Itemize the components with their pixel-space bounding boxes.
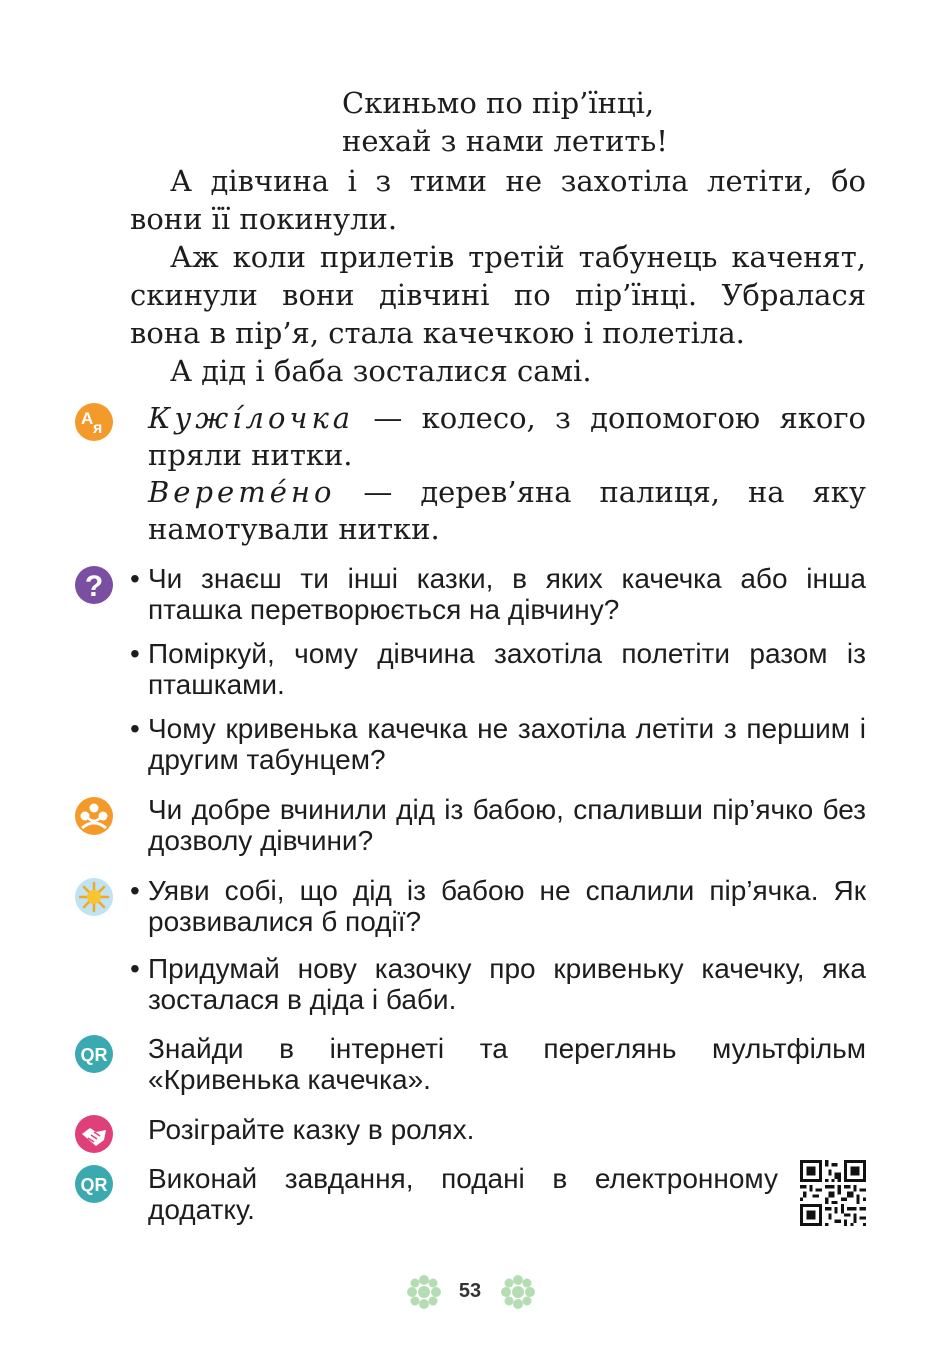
question-text-1: Чи знаєш ти інші казки, в яких качечка або інша пташка перетворюється на дівчину? xyxy=(148,563,866,625)
glossary-term-kuzhilochka: Кужі́лочка xyxy=(148,401,355,435)
roleplay-task: Розіграйте казку в ролях. xyxy=(148,1114,475,1145)
glossary-term-vereteno: Верете́но xyxy=(148,475,336,509)
handshake-icon xyxy=(74,1114,114,1154)
sun-idea-icon xyxy=(74,877,114,917)
decorative-flower-right-icon xyxy=(496,1272,540,1312)
svg-text:А: А xyxy=(81,409,94,428)
group-discussion-icon xyxy=(74,796,114,836)
qr-badge-icon xyxy=(74,1164,114,1204)
vocabulary-aya-icon xyxy=(74,402,114,442)
question-item-2: • Поміркуй, чому дівчина захотіла полетіти разом із пташками. xyxy=(130,638,866,700)
page-number: 53 xyxy=(458,1280,482,1302)
creative-text-2: Придумай нову казочку про кривеньку качечку, яка зосталася в діда і баби. xyxy=(148,953,866,1015)
question-icon xyxy=(74,565,114,605)
svg-text:я: я xyxy=(93,420,103,437)
glossary-entry-1 xyxy=(148,400,866,474)
poem-line-2: нехай з нами летить! xyxy=(342,124,668,158)
svg-text:?: ? xyxy=(84,570,104,603)
creative-text-1: Уяви собі, що дід із бабою не спалили пір’ячка. Як розвивалися б події? xyxy=(148,875,866,937)
qr-badge-icon xyxy=(74,1034,114,1074)
qr-task-cartoon: Знайди в інтернеті та переглянь мультфільм «Кривенька качечка». xyxy=(148,1033,866,1095)
page-footer xyxy=(0,1272,935,1312)
decorative-flower-left-icon xyxy=(402,1272,446,1312)
question-text-2: Поміркуй, чому дівчина захотіла полетіти разом із пташками. xyxy=(148,638,866,700)
creative-item-2: • Придумай нову казочку про кривеньку качечку, яка зосталася в діда і баби. xyxy=(130,953,866,1015)
poem-line-1: Скиньмо по пір’їнці, xyxy=(342,86,655,120)
story-paragraph-3: А дід і баба зосталися самі. xyxy=(170,354,592,388)
question-text-3: Чому кривенька качечка не захотіла летіти з першим і другим табунцем? xyxy=(148,713,866,775)
story-paragraph-2: Аж коли прилетів третій табунець каченят, скинули вони дівчині по пір’їнці. Убралася вона в пір’я, стала качечкою і полетіла. xyxy=(130,240,866,350)
glossary-definition-1: — колесо, з допомогою якого пряли нитки. xyxy=(148,401,866,472)
story-paragraph-1: А дівчина і з тими не захотіла летіти, бо вони її покинули. xyxy=(130,164,866,236)
svg-text:QR: QR xyxy=(80,1045,108,1065)
question-item-1: • Чи знаєш ти інші казки, в яких качечка або інша пташка перетворюється на дівчину? xyxy=(130,563,866,625)
glossary-definition-2: — дерев’яна палиця, на яку намотували нитки. xyxy=(148,475,866,546)
qr-task-electronic-appendix: Виконай завдання, подані в електронному додатку. xyxy=(148,1163,778,1225)
glossary-entry-2 xyxy=(148,474,866,548)
svg-text:QR: QR xyxy=(80,1175,108,1195)
discussion-question: Чи добре вчинили дід із бабою, спаливши пір’ячко без дозволу дівчини? xyxy=(148,794,866,856)
qr-code-image[interactable] xyxy=(800,1160,866,1226)
question-item-3: • Чому кривенька качечка не захотіла летіти з першим і другим табунцем? xyxy=(130,713,866,775)
creative-item-1: • Уяви собі, що дід із бабою не спалили пір’ячка. Як розвивалися б події? xyxy=(130,875,866,937)
